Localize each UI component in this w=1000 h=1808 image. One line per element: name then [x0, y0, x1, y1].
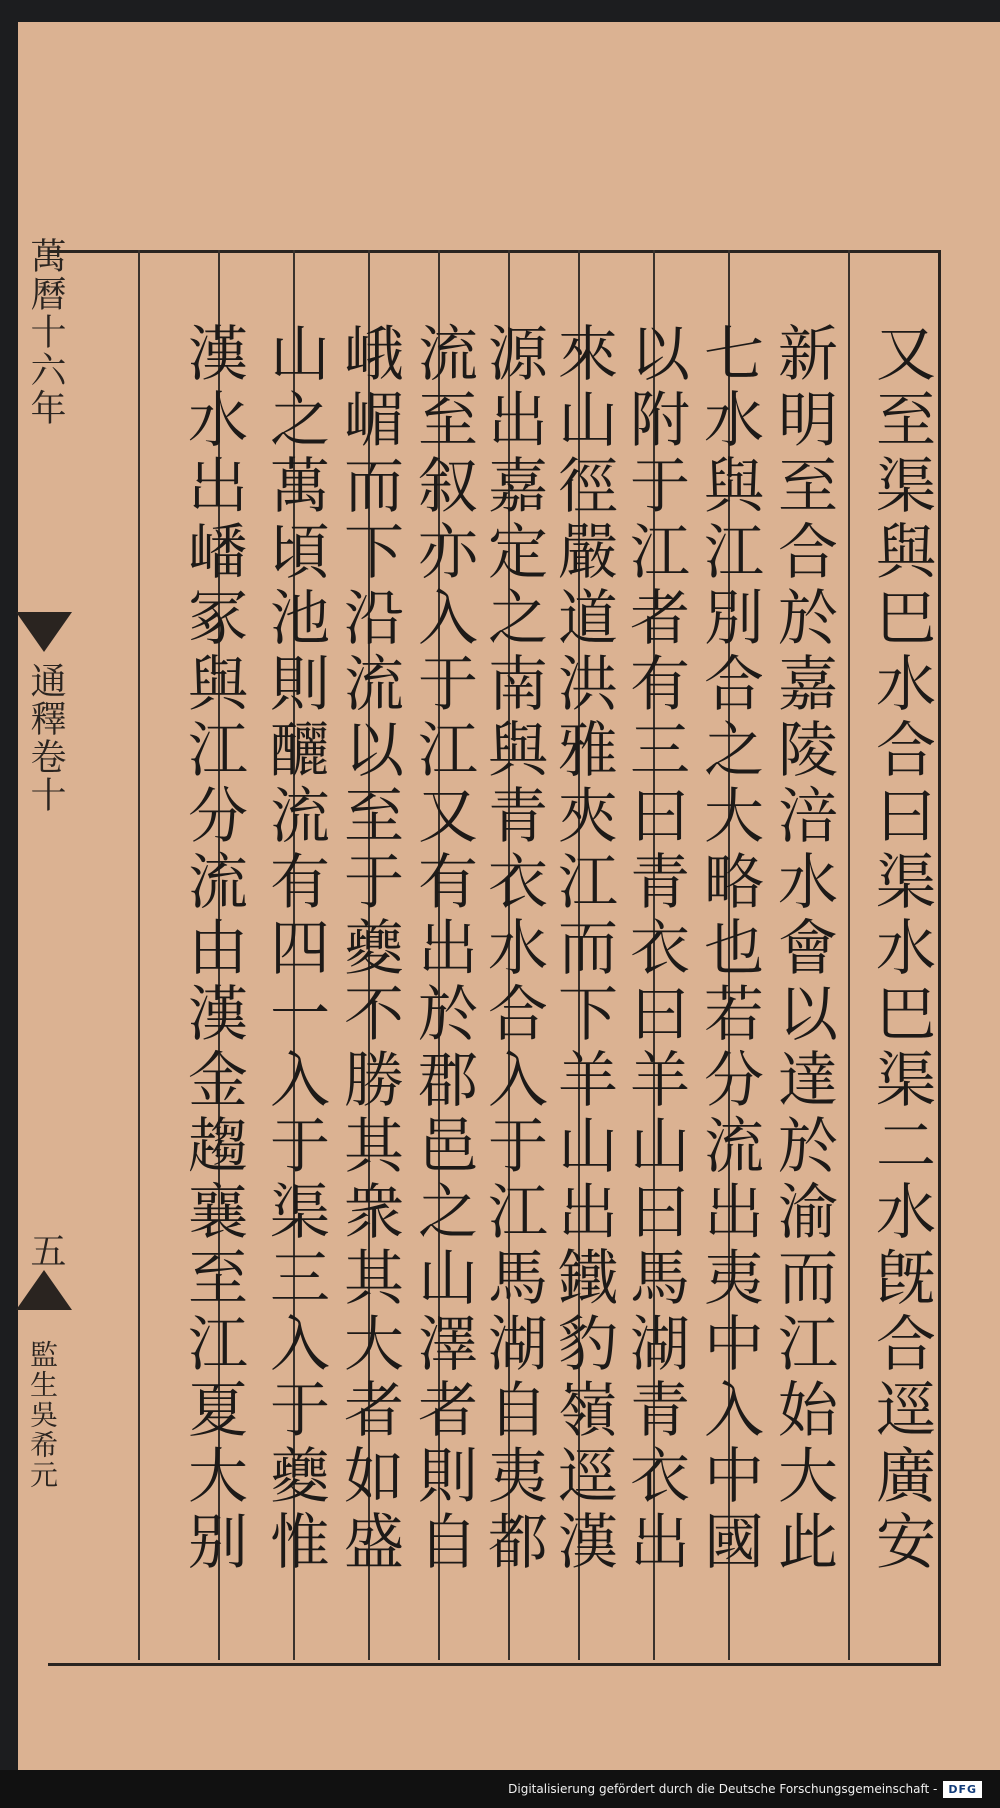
- book-title-label: 通釋卷十: [25, 662, 66, 814]
- fish-tail-mark: [16, 612, 72, 652]
- text-column-3: 七水與江別合之大略也若分流出夷中入中國: [694, 322, 764, 1576]
- text-column-1: 又至渠與巴水合曰渠水巴渠二水旣合逕廣安: [866, 322, 936, 1576]
- text-column-4: 以附于江者有三曰青衣曰羊山曰馬湖青衣出: [620, 322, 690, 1576]
- column-divider: [138, 250, 140, 1660]
- text-column-7: 流至叙亦入于江又有出於郡邑之山澤者則自: [408, 322, 478, 1576]
- text-column-9: 山之萬頃池則釃流有四一入于渠三入于夔惟: [260, 322, 330, 1576]
- digitization-footer: [0, 1770, 1000, 1808]
- text-column-6: 源出嘉定之南與青衣水合入于江馬湖自夷都: [478, 322, 548, 1576]
- book-page: [18, 22, 1000, 1770]
- text-column-8: 峨嵋而下沿流以至于夔不勝其衆其大者如盛: [334, 322, 404, 1576]
- text-column-2: 新明至合於嘉陵涪水會以達於渝而江始大此: [768, 322, 838, 1576]
- text-column-5: 來山徑嚴道洪雅夾江而下羊山出鐵豹嶺逕漢: [548, 322, 618, 1576]
- dfg-logo: DFG: [943, 1781, 982, 1798]
- text-column-10: 漢水出嶓冢與江分流由漢金趨襄至江夏大别: [178, 322, 248, 1576]
- leaf-number: 五: [25, 1232, 66, 1270]
- compiler-label: 監生吳希元: [26, 1340, 59, 1490]
- era-label: 萬曆十六年: [25, 237, 66, 427]
- column-divider: [848, 250, 850, 1660]
- credit-text: Digitalisierung gefördert durch die Deutsche Forschungsgemeinschaft -: [508, 1782, 938, 1796]
- fish-tail-mark: [16, 1270, 72, 1310]
